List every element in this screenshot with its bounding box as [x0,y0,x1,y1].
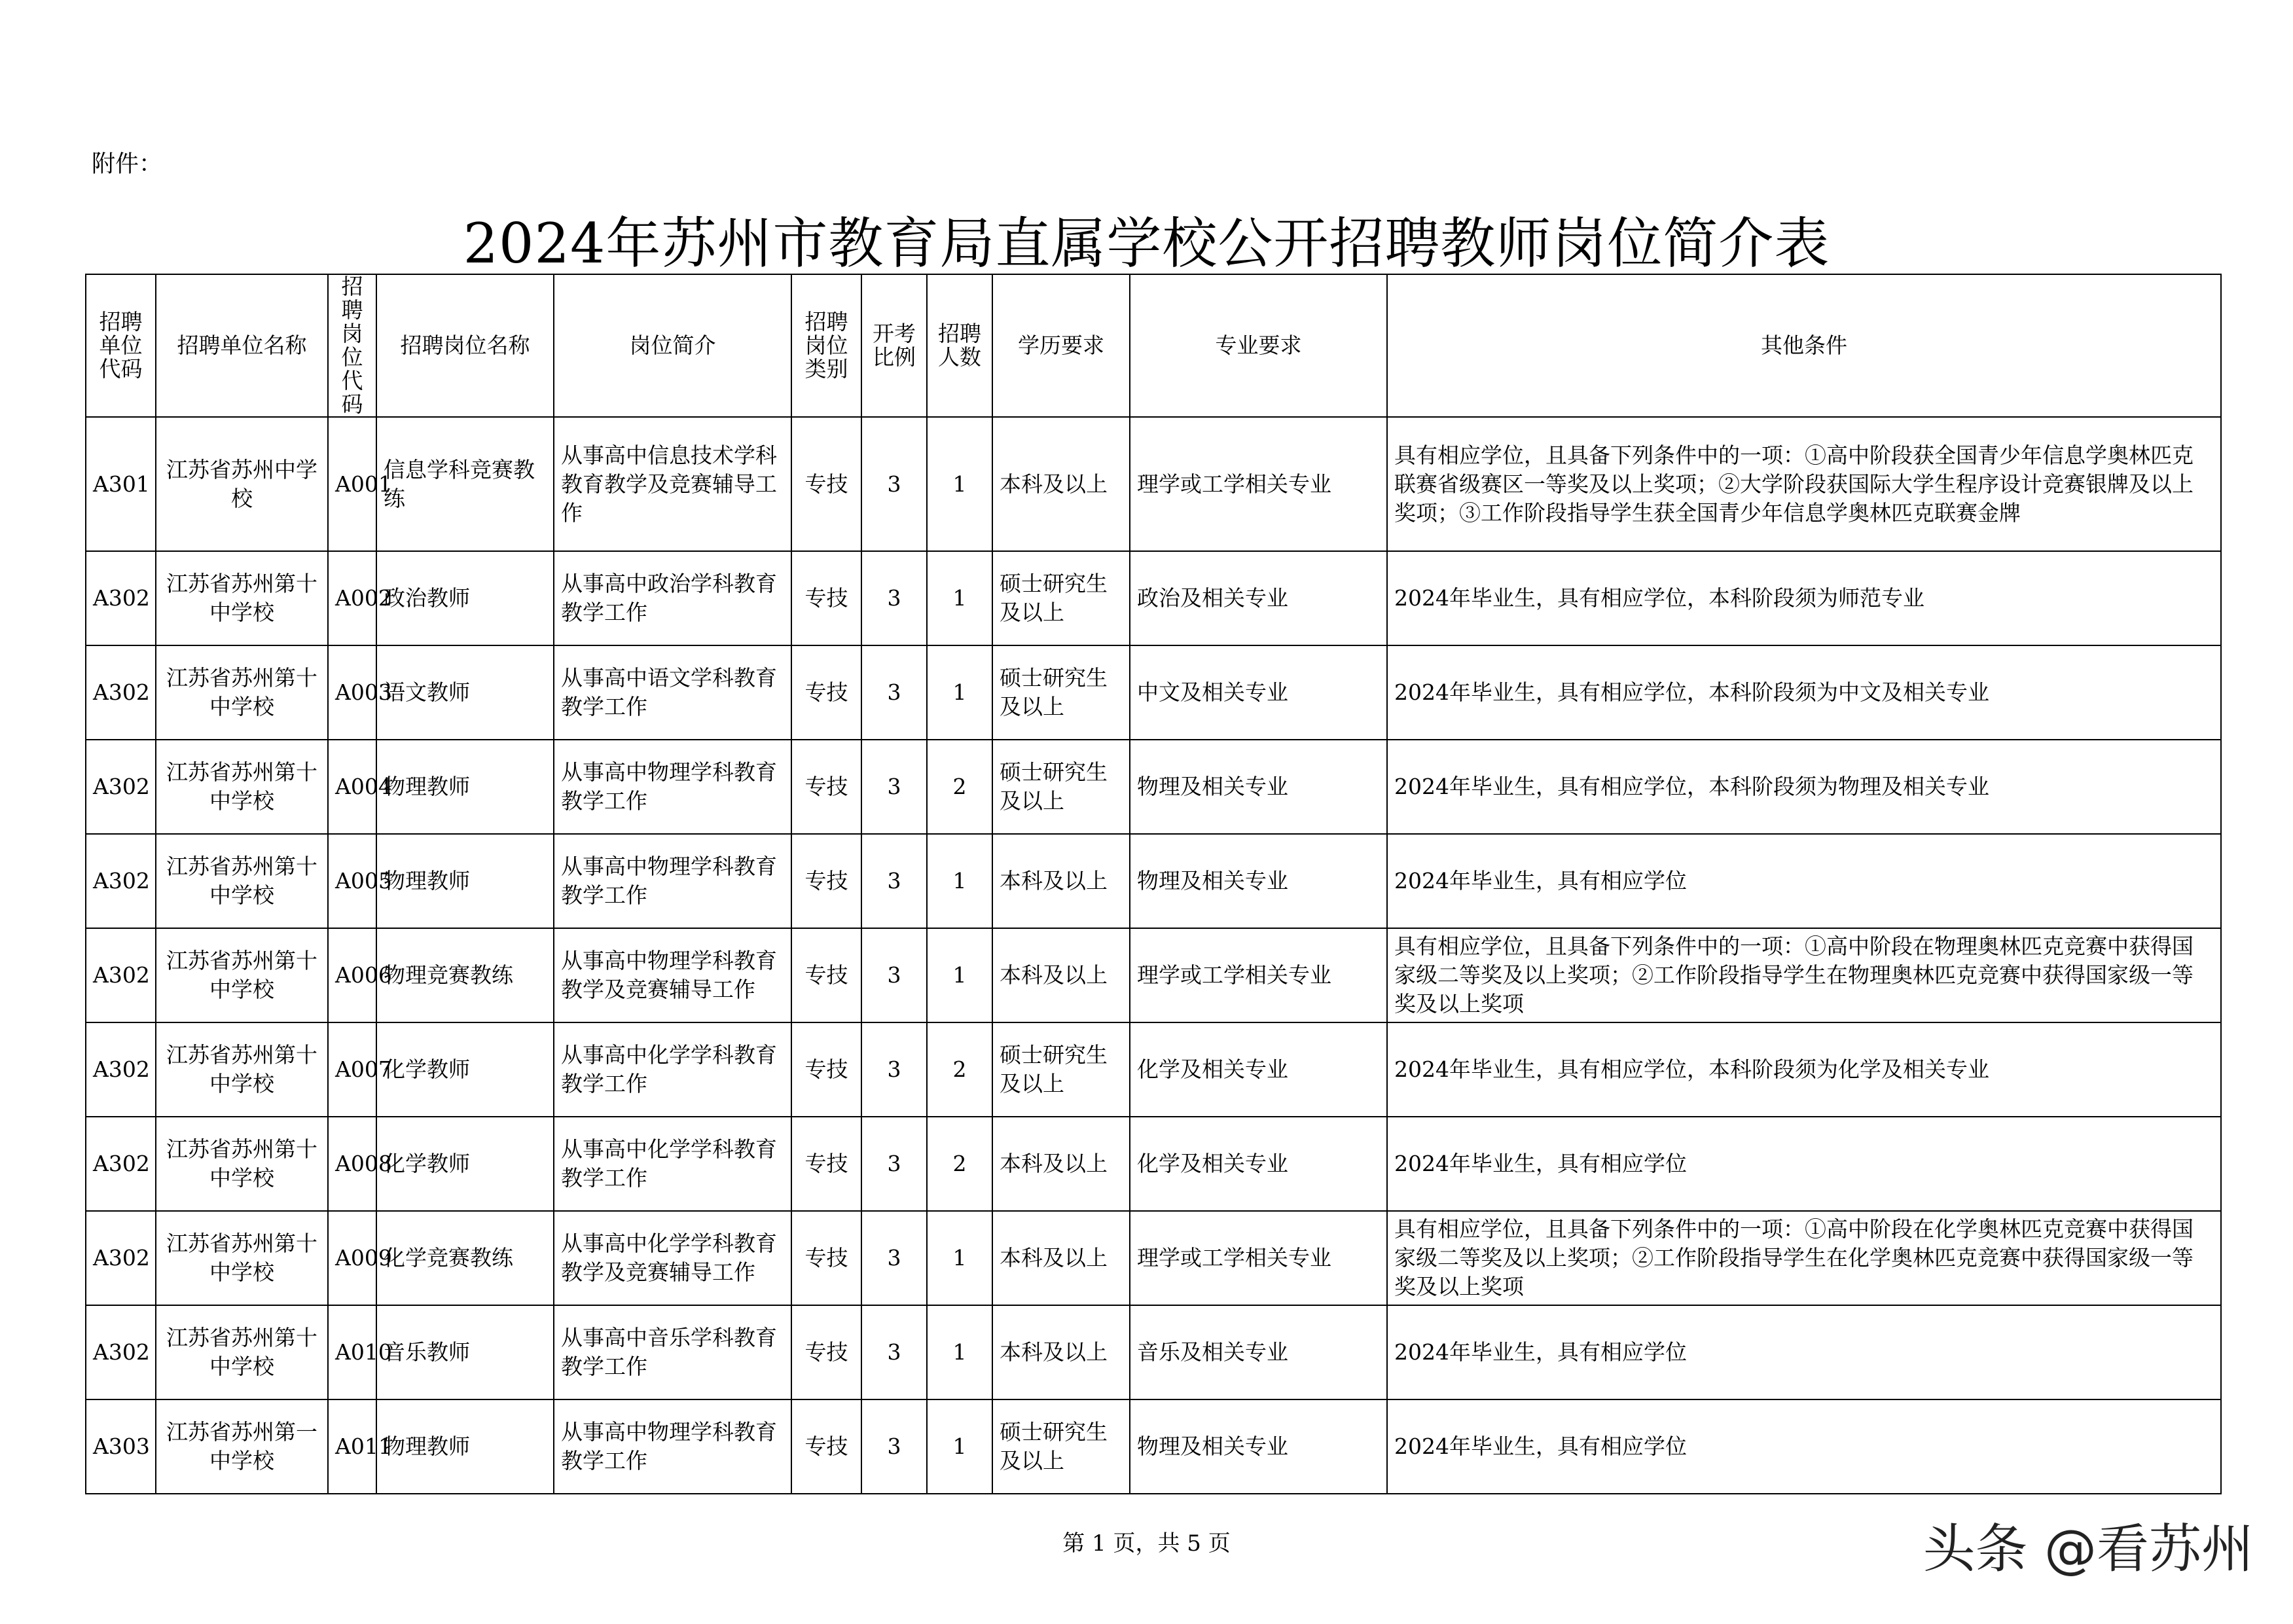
ratio-cell: 3 [861,551,927,645]
post-code-cell: A007 [328,1022,376,1117]
other-cell-text: 具有相应学位，且具备下列条件中的一项：①高中阶段在化学奥林匹克竞赛中获得国家级二等奖及以上奖项；②工作阶段指导学生在化学奥林匹克竞赛中获得国家级一等奖及以上奖项 [1394,1216,2194,1299]
table-row [86,740,2221,834]
post-type-cell: 专技 [791,1399,861,1494]
post-name-cell: 物理教师 [376,834,554,928]
unit-name-cell: 江苏省苏州第十中学校 [156,928,328,1022]
major-cell: 物理及相关专业 [1130,740,1387,834]
unit-name-cell: 江苏省苏州第十中学校 [156,1305,328,1399]
post-name-cell: 语文教师 [376,645,554,740]
header-unit-name: 招聘单位名称 [156,274,328,417]
count-cell: 1 [927,1305,992,1399]
post-type-cell: 专技 [791,1305,861,1399]
other-cell-text: 具有相应学位，且具备下列条件中的一项：①高中阶段在物理奥林匹克竞赛中获得国家级二等奖及以上奖项；②工作阶段指导学生在物理奥林匹克竞赛中获得国家级一等奖及以上奖项 [1394,933,2194,1017]
education-cell: 硕士研究生及以上 [992,645,1130,740]
post-desc-cell: 从事高中政治学科教育教学工作 [554,551,791,645]
unit-code-cell: A302 [86,1211,156,1305]
ratio-cell: 3 [861,645,927,740]
watermark: 头条 @看苏州 [1923,1519,2254,1579]
header-other: 其他条件 [1387,274,2221,417]
header-post-name: 招聘岗位名称 [376,274,554,417]
unit-code-cell: A302 [86,551,156,645]
count-cell: 1 [927,645,992,740]
count-cell: 2 [927,740,992,834]
post-code-cell: A002 [328,551,376,645]
post-desc-cell: 从事高中化学学科教育教学及竞赛辅导工作 [554,1211,791,1305]
ratio-cell: 3 [861,417,927,551]
post-name-cell: 化学教师 [376,1117,554,1211]
post-desc-cell: 从事高中物理学科教育教学工作 [554,740,791,834]
other-cell: 2024年毕业生，具有相应学位，本科阶段须为物理及相关专业 [1387,740,2221,834]
table-row [86,551,2221,645]
post-desc-cell: 从事高中音乐学科教育教学工作 [554,1305,791,1399]
other-cell: 2024年毕业生，具有相应学位 [1387,1399,2221,1494]
header-count: 招聘人数 [927,274,992,417]
table-row [86,834,2221,928]
major-cell: 中文及相关专业 [1130,645,1387,740]
unit-name-cell: 江苏省苏州第十中学校 [156,740,328,834]
ratio-cell: 3 [861,1022,927,1117]
table-row [86,1211,2221,1305]
major-cell: 物理及相关专业 [1130,834,1387,928]
major-cell: 音乐及相关专业 [1130,1305,1387,1399]
other-cell: 2024年毕业生，具有相应学位，本科阶段须为化学及相关专业 [1387,1022,2221,1117]
education-cell: 本科及以上 [992,834,1130,928]
ratio-cell: 3 [861,1399,927,1494]
unit-code-cell: A302 [86,645,156,740]
post-type-cell: 专技 [791,645,861,740]
table-row [86,1399,2221,1494]
post-type-cell: 专技 [791,834,861,928]
header-ratio: 开考比例 [861,274,927,417]
count-cell: 1 [927,551,992,645]
unit-name-cell: 江苏省苏州第十中学校 [156,834,328,928]
post-name-cell: 化学教师 [376,1022,554,1117]
post-name-cell: 物理竞赛教练 [376,928,554,1022]
post-type-cell: 专技 [791,1117,861,1211]
post-name-cell: 信息学科竞赛教练 [376,417,554,551]
major-cell: 物理及相关专业 [1130,1399,1387,1494]
count-cell: 1 [927,928,992,1022]
other-cell: 具有相应学位，且具备下列条件中的一项：①高中阶段获全国青少年信息学奥林匹克联赛省级赛区一等奖及以上奖项；②大学阶段获国际大学生程序设计竞赛银牌及以上奖项；③工作阶段指导学生获全国青少年信息学奥林匹克联赛金牌 [1387,417,2221,551]
unit-name-cell: 江苏省苏州第十中学校 [156,551,328,645]
count-cell: 2 [927,1117,992,1211]
education-cell: 本科及以上 [992,1305,1130,1399]
table-row [86,1022,2221,1117]
ratio-cell: 3 [861,1305,927,1399]
unit-code-cell: A302 [86,928,156,1022]
unit-name-cell: 江苏省苏州中学校 [156,417,328,551]
post-code-cell: A006 [328,928,376,1022]
post-type-cell: 专技 [791,551,861,645]
unit-code-cell: A302 [86,1305,156,1399]
other-cell: 2024年毕业生，具有相应学位 [1387,1117,2221,1211]
post-desc-cell: 从事高中化学学科教育教学工作 [554,1022,791,1117]
other-cell: 2024年毕业生，具有相应学位 [1387,834,2221,928]
education-cell: 硕士研究生及以上 [992,551,1130,645]
unit-name-cell: 江苏省苏州第十中学校 [156,645,328,740]
post-desc-cell: 从事高中语文学科教育教学工作 [554,645,791,740]
post-type-cell: 专技 [791,928,861,1022]
count-cell: 2 [927,1022,992,1117]
unit-name-cell: 江苏省苏州第十中学校 [156,1117,328,1211]
header-major: 专业要求 [1130,274,1387,417]
post-desc-cell: 从事高中化学学科教育教学工作 [554,1117,791,1211]
post-name-cell: 物理教师 [376,1399,554,1494]
major-cell: 政治及相关专业 [1130,551,1387,645]
page-footer: 第 1 页，共 5 页 [1062,1530,1231,1557]
table-row [86,417,2221,551]
post-name-cell: 化学竞赛教练 [376,1211,554,1305]
ratio-cell: 3 [861,834,927,928]
unit-name-cell: 江苏省苏州第一中学校 [156,1399,328,1494]
ratio-cell: 3 [861,740,927,834]
header-unit-code: 招聘单位代码 [86,274,156,417]
ratio-cell: 3 [861,928,927,1022]
post-code-cell: A003 [328,645,376,740]
post-desc-cell: 从事高中物理学科教育教学工作 [554,1399,791,1494]
unit-name-cell: 江苏省苏州第十中学校 [156,1022,328,1117]
header-post-desc: 岗位简介 [554,274,791,417]
post-code-cell: A008 [328,1117,376,1211]
education-cell: 本科及以上 [992,1211,1130,1305]
count-cell: 1 [927,417,992,551]
education-cell: 硕士研究生及以上 [992,1399,1130,1494]
post-code-cell: A001 [328,417,376,551]
other-cell: 2024年毕业生，具有相应学位 [1387,1305,2221,1399]
unit-code-cell: A303 [86,1399,156,1494]
unit-code-cell: A302 [86,1022,156,1117]
unit-code-cell: A302 [86,1117,156,1211]
header-post-code: 招聘岗位代码 [328,274,376,417]
header-row [86,274,2221,417]
other-cell: 2024年毕业生，具有相应学位，本科阶段须为中文及相关专业 [1387,645,2221,740]
post-desc-cell: 从事高中物理学科教育教学及竞赛辅导工作 [554,928,791,1022]
attachment-label: 附件： [92,151,163,177]
count-cell: 1 [927,834,992,928]
header-education: 学历要求 [992,274,1130,417]
table-row [86,645,2221,740]
ratio-cell: 3 [861,1211,927,1305]
post-code-cell: A011 [328,1399,376,1494]
ratio-cell: 3 [861,1117,927,1211]
count-cell: 1 [927,1399,992,1494]
post-name-cell: 物理教师 [376,740,554,834]
education-cell: 硕士研究生及以上 [992,740,1130,834]
other-cell: 2024年毕业生，具有相应学位，本科阶段须为师范专业 [1387,551,2221,645]
page-title: 2024年苏州市教育局直属学校公开招聘教师岗位简介表 [463,211,1830,276]
unit-code-cell: A301 [86,417,156,551]
count-cell: 1 [927,1211,992,1305]
major-cell: 理学或工学相关专业 [1130,928,1387,1022]
recruitment-table [85,274,2222,1494]
post-type-cell: 专技 [791,417,861,551]
post-code-cell: A009 [328,1211,376,1305]
post-code-cell: A004 [328,740,376,834]
major-cell: 化学及相关专业 [1130,1022,1387,1117]
table-row [86,1117,2221,1211]
post-type-cell: 专技 [791,740,861,834]
major-cell: 化学及相关专业 [1130,1117,1387,1211]
major-cell: 理学或工学相关专业 [1130,417,1387,551]
post-type-cell: 专技 [791,1022,861,1117]
post-type-cell: 专技 [791,1211,861,1305]
post-desc-cell: 从事高中物理学科教育教学工作 [554,834,791,928]
post-code-cell: A010 [328,1305,376,1399]
education-cell: 本科及以上 [992,417,1130,551]
header-post-type: 招聘岗位类别 [791,274,861,417]
post-code-cell: A005 [328,834,376,928]
education-cell: 本科及以上 [992,928,1130,1022]
unit-code-cell: A302 [86,834,156,928]
post-name-cell: 政治教师 [376,551,554,645]
other-cell [1387,928,2221,1022]
table-row [86,928,2221,1022]
education-cell: 硕士研究生及以上 [992,1022,1130,1117]
other-cell [1387,1211,2221,1305]
post-name-cell: 音乐教师 [376,1305,554,1399]
major-cell: 理学或工学相关专业 [1130,1211,1387,1305]
unit-name-cell: 江苏省苏州第十中学校 [156,1211,328,1305]
table-row [86,1305,2221,1399]
education-cell: 本科及以上 [992,1117,1130,1211]
unit-code-cell: A302 [86,740,156,834]
post-desc-cell: 从事高中信息技术学科教育教学及竞赛辅导工作 [554,417,791,551]
